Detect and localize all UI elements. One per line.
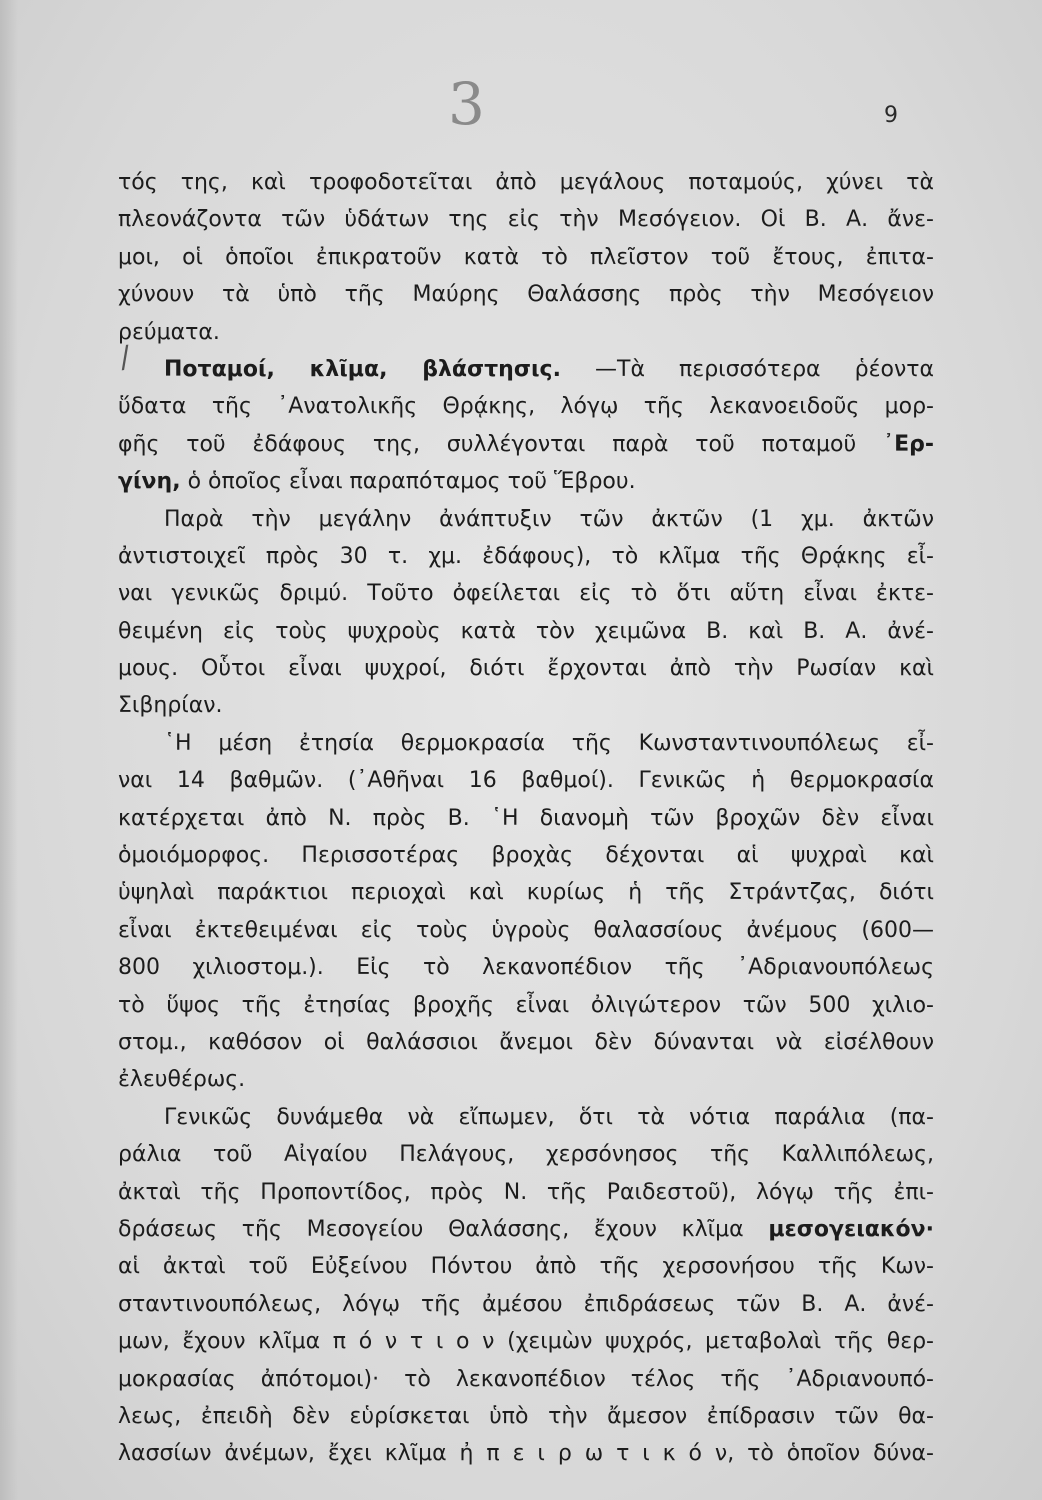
text-line — [118, 351, 934, 388]
text-line — [118, 1286, 934, 1323]
text-line — [118, 800, 934, 837]
text-line — [118, 388, 934, 425]
text-line — [118, 874, 934, 911]
text-line — [118, 463, 934, 500]
line-text: —Τὰ περισσότερα ῥέοντα — [595, 356, 934, 382]
text-line — [118, 613, 934, 650]
text-line — [118, 1211, 934, 1248]
text-line — [118, 239, 934, 276]
text-line — [118, 650, 934, 687]
text-line — [118, 1323, 934, 1360]
bold-word: ᾿Ερ- — [883, 431, 934, 457]
text-line — [118, 538, 934, 575]
line-text: μοι, οἱ ὁποῖοι ἐπικρατοῦν κατὰ τὸ πλεῖστον τοῦ ἔτους, ἐπιτα- — [118, 244, 934, 270]
text-line — [118, 987, 934, 1024]
text-line — [118, 201, 934, 238]
page-shadow-edge — [0, 0, 18, 1500]
text-line — [118, 1061, 934, 1098]
line-text: τὸ ὕψος τῆς ἐτησίας βροχῆς εἶναι ὀλιγώτερον τῶν 500 χιλιο- — [118, 992, 934, 1018]
line-text: ἐλευθέρως. — [118, 1067, 246, 1093]
text-line — [118, 1248, 934, 1285]
line-text: φῆς τοῦ ἐδάφους της, συλλέγονται παρὰ τοῦ ποταμοῦ — [118, 431, 857, 457]
line-text: ναι γενικῶς δριμύ. Τοῦτο ὀφείλεται εἰς τὸ ὅτι αὕτη εἶναι ἐκτε- — [118, 581, 934, 607]
line-text: Γενικῶς δυνάμεθα νὰ εἴπωμεν, ὅτι τὰ νότια παράλια (πα- — [164, 1104, 934, 1130]
text-line — [118, 687, 934, 724]
line-text: εἶναι ἐκτεθειμέναι εἰς τοὺς ὑγροὺς θαλασσίους ἀνέμους (600— — [118, 917, 934, 943]
line-text: μων, ἔχουν κλῖμα π ό ν τ ι ο ν (χειμὼν ψυχρός, μεταβολαὶ τῆς θερ- — [118, 1329, 934, 1355]
text-line — [118, 314, 934, 351]
text-line — [118, 1398, 934, 1435]
line-text: κατέρχεται ἀπὸ Ν. πρὸς Β. ῾Η διανομὴ τῶν βροχῶν δὲν εἶναι — [118, 805, 934, 831]
line-text: ἀντιστοιχεῖ πρὸς 30 τ. χμ. ἐδάφους), τὸ κλῖμα τῆς Θρᾴκης εἶ- — [118, 543, 934, 569]
text-line — [118, 949, 934, 986]
line-text: πλεονάζοντα τῶν ὑδάτων της εἰς τὴν Μεσόγειον. Οἱ Β. Α. ἄνε- — [118, 207, 934, 233]
text-line — [118, 1099, 934, 1136]
text-line — [118, 1136, 934, 1173]
line-text: ῾Η μέση ἐτησία θερμοκρασία τῆς Κωνσταντινουπόλεως εἶ- — [164, 730, 934, 756]
text-line — [118, 164, 934, 201]
line-text: Σιβηρίαν. — [118, 693, 223, 719]
text-line — [118, 1174, 934, 1211]
body-text — [118, 164, 934, 1473]
line-text: λεως, ἐπειδὴ δὲν εὑρίσκεται ὑπὸ τὴν ἄμεσον ἐπίδρασιν τῶν θα- — [118, 1403, 934, 1429]
line-text: μους. Οὗτοι εἶναι ψυχροί, διότι ἔρχονται ἀπὸ τὴν Ρωσίαν καὶ — [118, 656, 934, 682]
text-line — [118, 501, 934, 538]
line-text: στομ., καθόσον οἱ θαλάσσιοι ἄνεμοι δὲν δύνανται νὰ εἰσέλθουν — [118, 1029, 934, 1055]
text-line — [118, 1361, 934, 1398]
handwritten-number: 3 — [448, 70, 485, 138]
bold-heading: Ποταμοί, κλῖμα, βλάστησις. — [164, 356, 561, 382]
line-text: τός της, καὶ τροφοδοτεῖται ἀπὸ μεγάλους ποταμούς, χύνει τὰ — [118, 170, 934, 195]
text-line — [118, 837, 934, 874]
text-line — [118, 725, 934, 762]
bold-heading: γίνη, — [118, 469, 181, 495]
line-text: θειμένη εἰς τοὺς ψυχροὺς κατὰ τὸν χειμῶνα Β. καὶ Β. Α. ἀνέ- — [118, 618, 934, 644]
line-text: ὁ ὁποῖος εἶναι παραπόταμος τοῦ Ἕβρου. — [187, 469, 636, 495]
line-text: μοκρασίας ἀπότομοι)· τὸ λεκανοπέδιον τέλος τῆς ᾿Αδριανουπό- — [118, 1366, 934, 1392]
line-text: ἀκταὶ τῆς Προποντίδος, πρὸς Ν. τῆς Ραιδεστοῦ), λόγῳ τῆς ἐπι- — [118, 1179, 934, 1205]
bold-word: μεσογειακόν· — [768, 1216, 934, 1242]
line-text: δράσεως τῆς Μεσογείου Θαλάσσης, ἔχουν κλῖμα — [118, 1216, 744, 1242]
line-text: ράλια τοῦ Αἰγαίου Πελάγους, χερσόνησος τῆς Καλλιπόλεως, — [118, 1142, 934, 1168]
line-text: λασσίων ἀνέμων, ἔχει κλῖμα ἠ π ε ι ρ ω τ ι κ ό ν, τὸ ὁποῖον δύνα- — [118, 1441, 934, 1467]
line-text: ρεύματα. — [118, 319, 220, 345]
line-text: χύνουν τὰ ὑπὸ τῆς Μαύρης Θαλάσσης πρὸς τὴν Μεσόγειον — [118, 282, 934, 308]
page-number: 9 — [884, 103, 898, 128]
text-line — [118, 1435, 934, 1472]
line-text: αἱ ἀκταὶ τοῦ Εὐξείνου Πόντου ἀπὸ τῆς χερσονήσου τῆς Κων- — [118, 1254, 934, 1280]
text-line — [118, 912, 934, 949]
margin-pencil-mark: / — [117, 339, 133, 376]
line-text: ὕδατα τῆς ᾿Ανατολικῆς Θρᾴκης, λόγῳ τῆς λεκανοειδοῦς μορ- — [118, 394, 934, 420]
line-text: ναι 14 βαθμῶν. (᾿Αθῆναι 16 βαθμοί). Γενικῶς ἡ θερμοκρασία — [118, 768, 934, 794]
line-text: ὁμοιόμορφος. Περισσοτέρας βροχὰς δέχονται αἱ ψυχραὶ καὶ — [118, 843, 934, 869]
line-text: σταντινουπόλεως, λόγῳ τῆς ἀμέσου ἐπιδράσεως τῶν Β. Α. ἀνέ- — [118, 1291, 934, 1317]
text-line — [118, 276, 934, 313]
text-line — [118, 426, 934, 463]
text-line — [118, 762, 934, 799]
line-text: Παρὰ τὴν μεγάλην ἀνάπτυξιν τῶν ἀκτῶν (1 χμ. ἀκτῶν — [164, 506, 934, 532]
line-text: 800 χιλιοστομ.). Εἰς τὸ λεκανοπέδιον τῆς ᾿Αδριανουπόλεως — [118, 955, 934, 981]
text-line — [118, 1024, 934, 1061]
text-line — [118, 575, 934, 612]
line-text: ὑψηλαὶ παράκτιοι περιοχαὶ καὶ κυρίως ἡ τῆς Στράντζας, διότι — [118, 880, 934, 906]
